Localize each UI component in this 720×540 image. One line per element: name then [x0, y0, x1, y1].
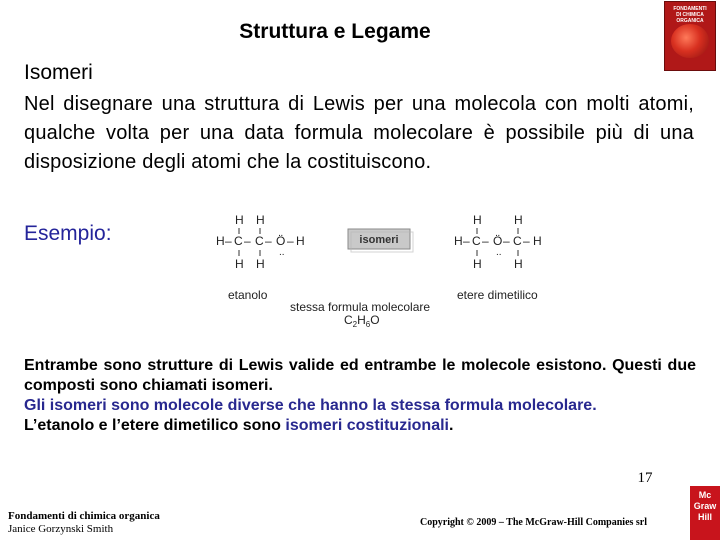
isomer-structures-diagram	[0, 200, 720, 340]
footer-author: Janice Gorzynski Smith	[8, 523, 114, 535]
atom-h: H	[533, 234, 542, 248]
atom-h: H	[473, 213, 482, 227]
definition-paragraph: Nel disegnare una struttura di Lewis per una molecola con molti atomi, qualche volta per una data formula molecolare è possibile più di una disposizione degli atomi che la costituiscono.	[24, 93, 694, 173]
slide-title: Struttura e Legame	[239, 20, 431, 43]
atom-h: H	[514, 213, 523, 227]
atom-h: H	[296, 234, 305, 248]
explanation-line-3b: .	[448, 417, 454, 434]
atom-o: Ö	[276, 234, 286, 248]
atom-c: C	[472, 234, 481, 248]
atom-h: H	[235, 257, 244, 271]
dimethyl-ether-label: etere dimetilico	[457, 288, 538, 302]
isomeri-tag	[348, 229, 413, 252]
bond: –	[523, 234, 530, 248]
atom-c: C	[234, 234, 243, 248]
molecular-formula: $C_2H_6O$	[344, 313, 380, 329]
atom-h: H	[473, 257, 482, 271]
bond: –	[482, 234, 489, 248]
bond: –	[225, 234, 232, 248]
bond: –	[265, 234, 272, 248]
page-number: 17	[637, 470, 653, 486]
atom-o: Ö	[493, 234, 503, 248]
bond: –	[503, 234, 510, 248]
isomer-definition: Gli isomeri sono molecole diverse che hanno la stessa formula molecolare.	[24, 397, 597, 414]
book-cover-flower-image	[671, 24, 709, 58]
ethanol-label: etanolo	[228, 288, 268, 302]
constitutional-isomers-term: isomeri costituzionali	[285, 417, 449, 434]
lone-pair: ..	[496, 247, 502, 258]
footer-book-title: Fondamenti di chimica organica	[8, 510, 160, 522]
atom-h: H	[256, 213, 265, 227]
bond: –	[463, 234, 470, 248]
dimethyl-ether-structure	[454, 213, 542, 271]
copyright-notice: Copyright © 2009 – The McGraw-Hill Companies srl	[420, 517, 648, 528]
atom-c: C	[255, 234, 264, 248]
atom-h: H	[216, 234, 225, 248]
book-cover-thumbnail	[664, 1, 716, 71]
atom-c: C	[513, 234, 522, 248]
same-formula-label: stessa formula molecolare	[290, 300, 431, 314]
explanation-text	[24, 356, 696, 436]
lone-pair: ..	[279, 247, 285, 258]
footer-book-info	[8, 510, 160, 536]
explanation-line-1: Entrambe sono strutture di Lewis valide ed entrambe le molecole esistono. Questi due composti sono chiamati isomeri.	[24, 357, 696, 394]
book-cover-title: FONDAMENTI DI CHIMICA ORGANICA	[673, 6, 707, 24]
isomeri-tag-label: isomeri	[359, 234, 399, 246]
atom-h: H	[235, 213, 244, 227]
bond: –	[244, 234, 251, 248]
bond: –	[287, 234, 294, 248]
publisher-logo: Mc Graw Hill	[690, 486, 720, 540]
atom-h: H	[514, 257, 523, 271]
explanation-line-3a: L’etanolo e l’etere dimetilico sono	[24, 417, 286, 434]
ethanol-structure	[216, 213, 305, 271]
section-heading: Isomeri	[24, 61, 93, 84]
example-label: Esempio:	[24, 222, 112, 245]
atom-h: H	[454, 234, 463, 248]
atom-h: H	[256, 257, 265, 271]
